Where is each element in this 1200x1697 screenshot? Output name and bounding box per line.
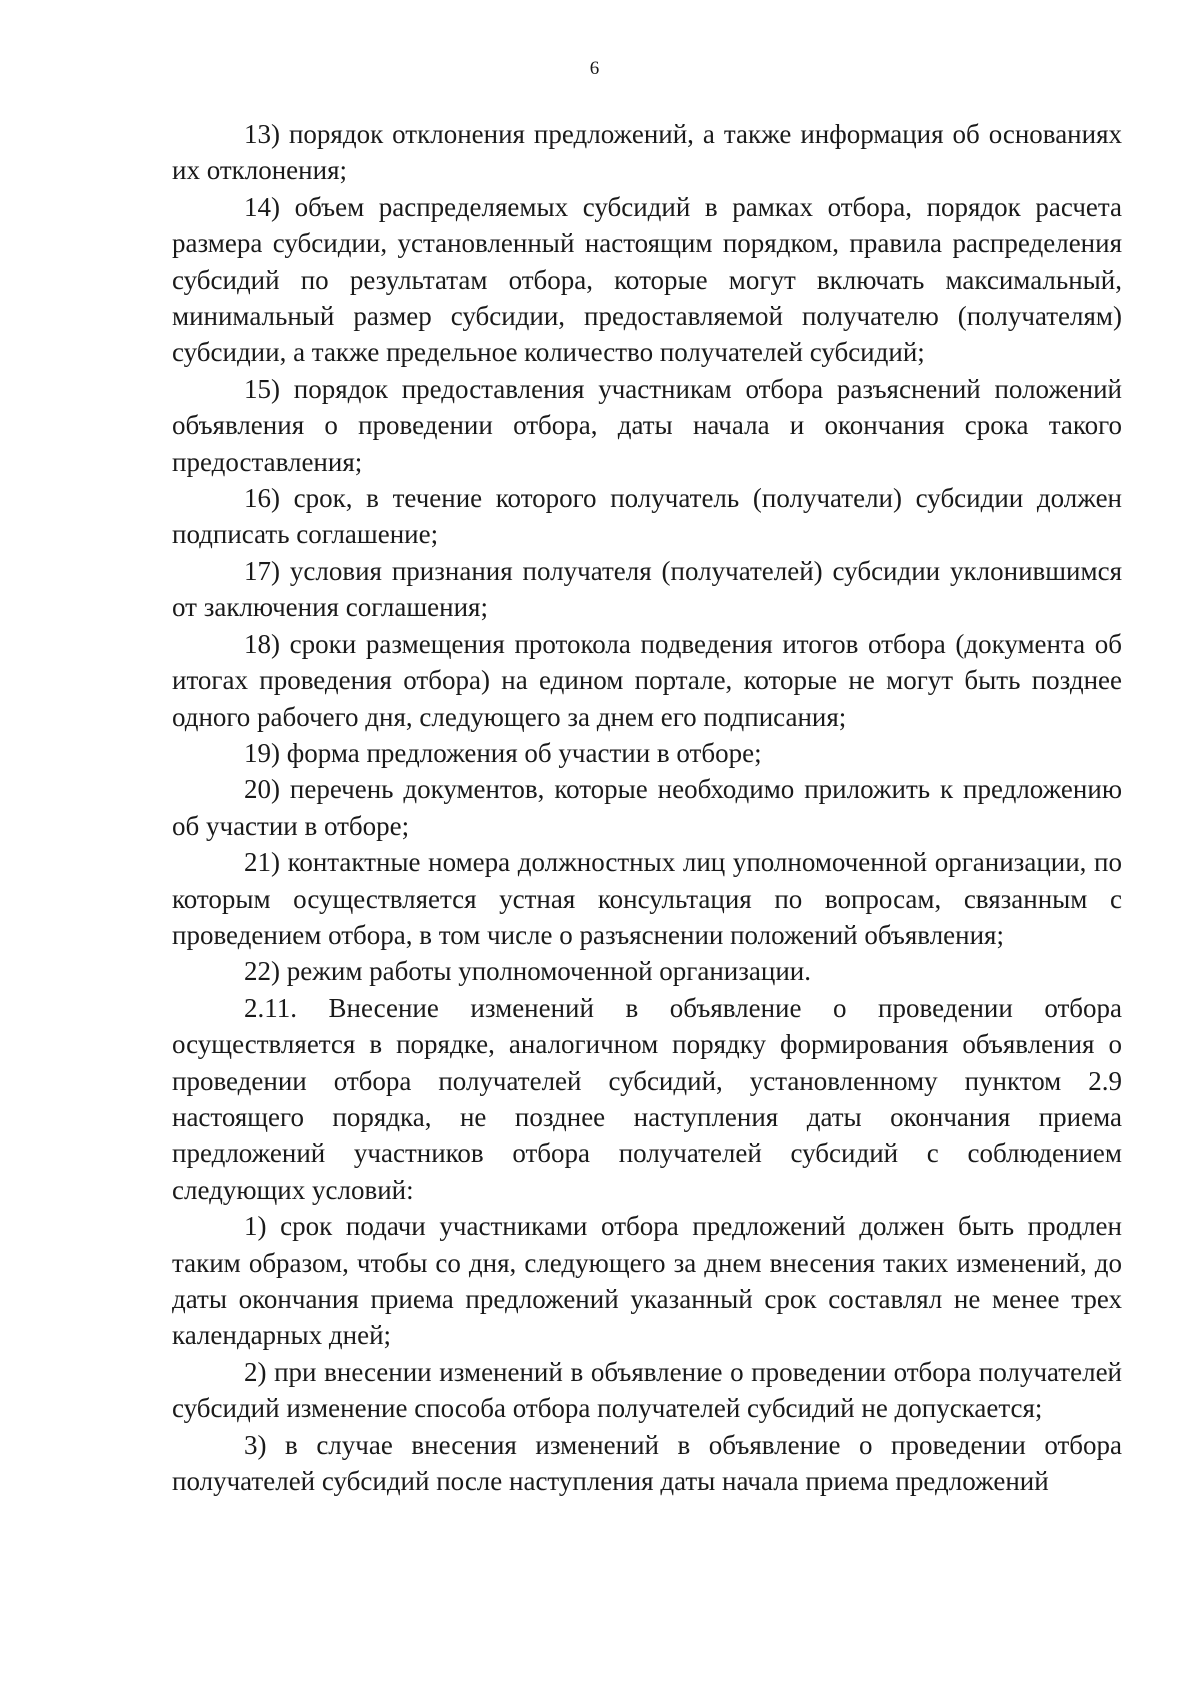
paragraph-item-13: 13) порядок отклонения предложений, а также информация об основаниях их отклонения; — [172, 119, 1122, 186]
paragraph-item-22: 22) режим работы уполномоченной организации. — [244, 956, 811, 987]
paragraph-item-17: 17) условия признания получателя (получателей) субсидии уклонившимся от заключения соглашения; — [172, 555, 1122, 623]
paragraph-item-21: 21) контактные номера должностных лиц уполномоченной организации, по которым осуществляется устная консультация по вопросам, связанным с проведением отбора, в том числе о разъяснении положений объявления; — [172, 847, 1122, 950]
page-number: 6 — [589, 58, 600, 79]
paragraph-item-16: 16) срок, в течение которого получатель (получатели) субсидии должен подписать соглашение; — [172, 483, 1122, 550]
paragraph-condition-1: 1) срок подачи участниками отбора предложений должен быть продлен таким образом, чтобы со дня, следующего за днем внесения таких изменений, до даты окончания приема предложений указанный срок составлял не менее трех календарных дней; — [172, 1211, 1122, 1351]
paragraph-condition-2: 2) при внесении изменений в объявление о проведении отбора получателей субсидий изменение способа отбора получателей субсидий не допускается; — [172, 1356, 1122, 1424]
paragraph-item-15: 15) порядок предоставления участникам отбора разъяснений положений объявления о проведении отбора, даты начала и окончания срока такого предоставления; — [172, 373, 1122, 477]
paragraph-item-19: 19) форма предложения об участии в отборе; — [244, 737, 762, 768]
paragraph-condition-3: 3) в случае внесения изменений в объявление о проведении отбора получателей субсидий после наступления даты начала приема предложений — [172, 1429, 1122, 1497]
paragraph-item-20: 20) перечень документов, которые необходимо приложить к предложению об участии в отборе; — [172, 774, 1122, 841]
paragraph-item-14: 14) объем распределяемых субсидий в рамках отбора, порядок расчета размера субсидии, установленный настоящим порядком, правила распределения субсидий по результатам отбора, которые могут включать максимальный, минимальный размер субсидии, предоставляемой получателю (получателям) субсидии, а также предельное количество получателей субсидий; — [172, 191, 1122, 368]
paragraph-item-18: 18) сроки размещения протокола подведения итогов отбора (документа об итогах проведения отбора) на едином портале, которые не могут быть позднее одного рабочего дня, следующего за днем его подписания; — [172, 628, 1122, 732]
paragraph-section-2-11: 2.11. Внесение изменений в объявление о проведении отбора осуществляется в порядке, аналогичном порядку формирования объявления о проведении отбора получателей субсидий, установленному пунктом 2.9 настоящего порядка, не позднее наступления даты окончания приема предложений участников отбора получателей субсидий с соблюдением следующих условий: — [172, 992, 1122, 1205]
document-body — [172, 116, 1122, 1499]
